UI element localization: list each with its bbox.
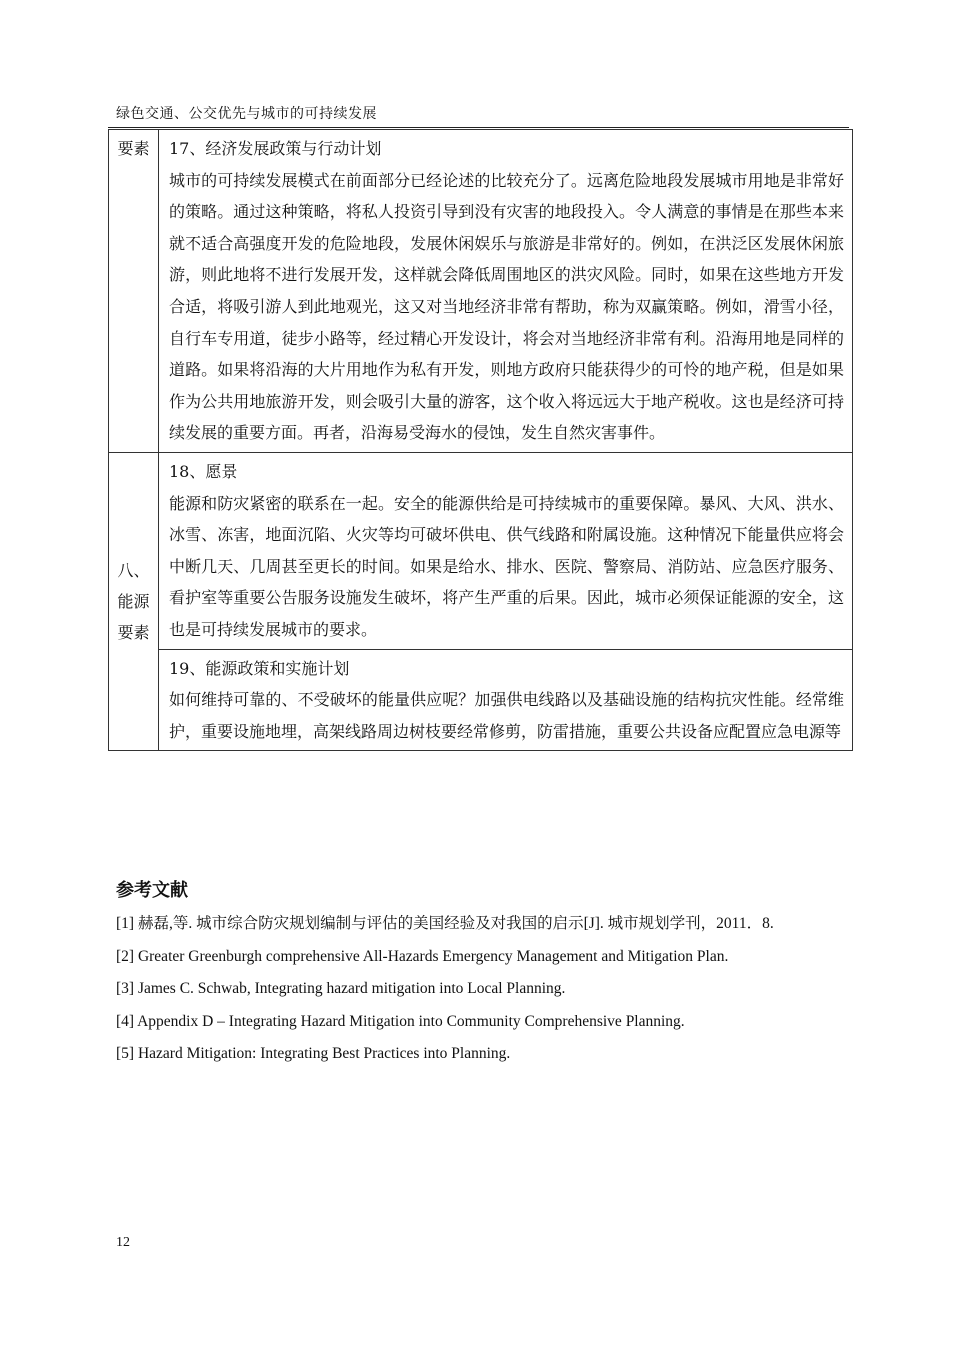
table-row (109, 130, 853, 453)
section-text-18: 能源和防灾紧密的联系在一起。安全的能源供给是可持续城市的重要保障。暴风、大风、洪水、冰雪、冻害，地面沉陷、火灾等均可破坏供电、供气线路和附属设施。这种情况下能量供应将会中断几天、几周甚至更长的时间。如果是给水、排水、医院、警察局、消防站、应急医疗服务、看护室等重要公告服务设施发生破坏，将产生严重的后果。因此，城市必须保证能源的安全，这也是可持续发展城市的要求。 (169, 493, 844, 639)
row-label: 要素 (117, 139, 150, 158)
content-cell (159, 649, 853, 751)
table-row (109, 649, 853, 751)
table-row (109, 452, 853, 649)
reference-item: [1] 赫磊,等. 城市综合防灾规划编制与评估的美国经验及对我国的启示[J]. 城市规划学刊，2011．8. (116, 915, 774, 932)
page-number: 12 (116, 1235, 130, 1250)
section-text-17: 城市的可持续发展模式在前面部分已经论述的比较充分了。远离危险地段发展城市用地是非常好的策略。通过这种策略，将私人投资引导到没有灾害的地段投入。令人满意的事情是在那些本来就不适合高强度开发的危险地段，发展休闲娱乐与旅游是非常好的。例如，在洪泛区发展休闲旅游，则此地将不进行发展开发，这样就会降低周围地区的洪灾风险。同时，如果在这些地方开发合适，将吸引游人到此地观光，这又对当地经济非常有帮助，称为双赢策略。例如，滑雪小径，自行车专用道，徒步小路等，经过精心开发设计，将会对当地经济非常有利。沿海用地是同样的道路。如果将沿海的大片用地作为私有开发，则地方政府只能获得少的可怜的地产税，但是如果作为公共用地旅游开发，则会吸引大量的游客，这个收入将远远大于地产税收。这也是经济可持续发展的重要方面。再者，沿海易受海水的侵蚀，发生自然灾害事件。 (169, 170, 844, 443)
row-label-cell (109, 452, 159, 750)
reference-item: [4] Appendix D – Integrating Hazard Mitigation into Community Comprehensive Planning. (116, 1012, 685, 1030)
running-header: 绿色交通、公交优先与城市的可持续发展 (116, 106, 377, 122)
reference-item: [2] Greater Greenburgh comprehensive All-Hazards Emergency Management and Mitigation Plan. (116, 947, 729, 965)
references-title: 参考文献 (116, 880, 188, 901)
section-heading-19: 19、能源政策和实施计划 (169, 658, 350, 678)
content-table (108, 129, 853, 751)
header-rule (108, 127, 849, 128)
row-label-cell (109, 130, 159, 453)
content-cell (159, 130, 853, 453)
reference-item: [3] James C. Schwab, Integrating hazard mitigation into Local Planning. (116, 980, 566, 997)
section-heading-17: 17、经济发展政策与行动计划 (169, 139, 382, 158)
row-label-line: 八、 (117, 561, 150, 581)
references-list (116, 908, 856, 1071)
section-text-19: 如何维持可靠的、不受破坏的能量供应呢？加强供电线路以及基础设施的结构抗灾性能。经常维护，重要设施地埋，高架线路周边树枝要经常修剪，防雷措施，重要公共设备应配置应急电源等 (169, 690, 844, 741)
content-cell (159, 452, 853, 649)
row-label-line: 能源 (117, 592, 150, 612)
row-label-line: 要素 (117, 623, 150, 643)
section-heading-18: 18、愿景 (169, 461, 238, 481)
reference-item: [5] Hazard Mitigation: Integrating Best Practices into Planning. (116, 1045, 511, 1062)
